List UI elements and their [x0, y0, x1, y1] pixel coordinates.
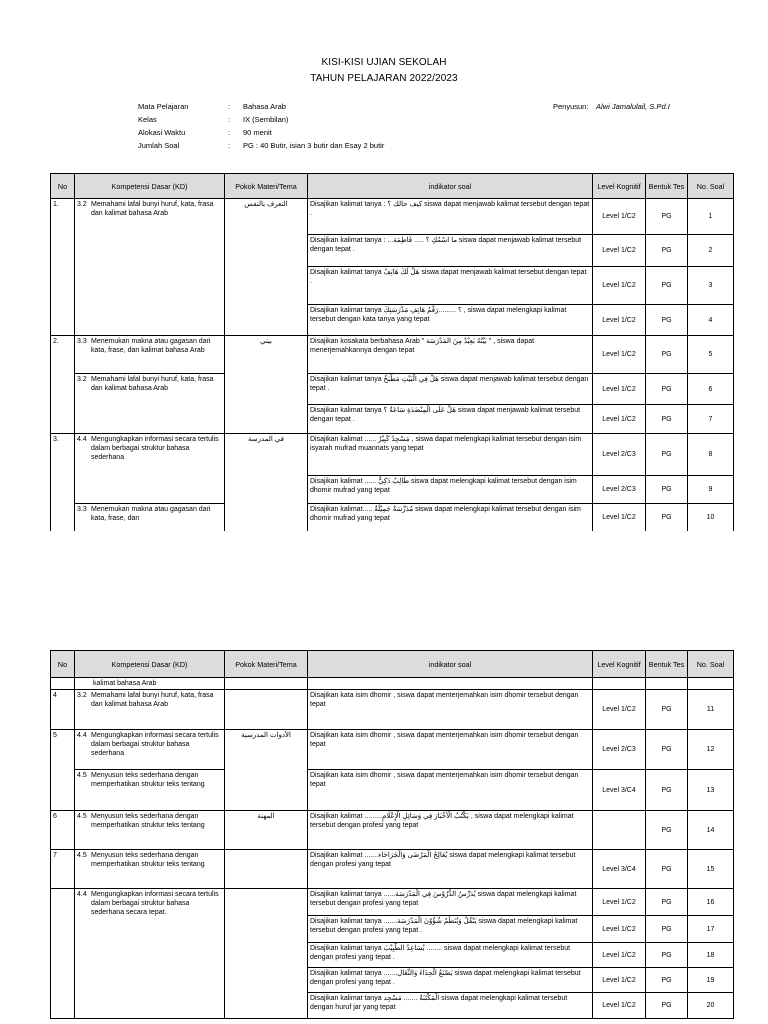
indikator-cell: Disajikan kalimat ...... مَسْجِدٌ كَبِيْرٌ , siswa dapat melengkapi kalimat tersebut dengan isim isyarah mufrad muannats yang tepat	[308, 434, 593, 476]
table-row	[51, 336, 734, 374]
table-row	[51, 504, 734, 532]
level-cell: Level 3/C4	[593, 850, 646, 889]
level-cell: Level 3/C4	[593, 770, 646, 811]
meta-label: Alokasi Waktu	[138, 128, 186, 137]
meta-label: Mata Pelajaran	[138, 102, 189, 111]
kd-cell	[75, 374, 225, 434]
empty-cell	[688, 678, 734, 690]
table-row	[51, 730, 734, 770]
kd-text: Mengungkapkan informasi secara tertulis dalam berbagai struktur bahasa sederhana secara tepat.	[91, 891, 219, 916]
indikator-cell: Disajikan kalimat tanya يُسَاعِدُ الطَّبِيْبَ ........ siswa dapat melengkapi kalimat tersebut dengan profesi yang tepat .	[308, 943, 593, 968]
page-2	[0, 648, 768, 1024]
bentuk-cell: PG	[646, 405, 688, 434]
bentuk-cell: PG	[646, 434, 688, 476]
bentuk-cell: PG	[646, 993, 688, 1019]
kd-text: Memahami lafal bunyi huruf, kata, frasa dan kalimat bahasa Arab	[91, 376, 214, 392]
level-cell: Level 1/C2	[593, 336, 646, 374]
bentuk-cell: PG	[646, 811, 688, 850]
bentuk-cell: PG	[646, 889, 688, 916]
row-no: 3.	[51, 434, 75, 532]
kd-number: 4.5	[77, 852, 87, 859]
kd-text: Menemukan makna atau gagasan dari kata, frase, dan	[91, 506, 211, 522]
kd-number: 4.4	[77, 732, 87, 739]
penyusun-name: Alwi Jamalulail, S.Pd.I	[596, 102, 670, 111]
bentuk-cell: PG	[646, 916, 688, 943]
pokok-materi: التعرف بالنفس	[225, 199, 308, 336]
meta-value: Bahasa Arab	[243, 102, 286, 111]
kisi-table-page2	[50, 650, 734, 1019]
table-row	[51, 374, 734, 405]
empty-cell	[593, 678, 646, 690]
penyusun-label: Penyusun:	[553, 102, 589, 111]
indikator-cell: Disajikan kalimat .......يُعَالِجُ الْمَرْضَى وَالْجَرَاحَاء siswa dapat melengkapi kalimat tersebut dengan profesi yang tepat	[308, 850, 593, 889]
kd-text: Memahami lafal bunyi huruf, kata, frasa dan kalimat bahasa Arab	[91, 201, 214, 217]
header-no: No	[51, 174, 75, 199]
meta-colon: :	[228, 128, 231, 137]
empty-cell	[225, 678, 308, 690]
indikator-cell: Disajikan kalimat .........يَكْتُبُ الْأَخْبَارَ فِي وَسَائِلِ الْإِعْلَامِ , siswa dapat melengkapi kalimat tersebut dengan profesi yang tepat	[308, 811, 593, 850]
kd-cell	[75, 730, 225, 770]
kd-text: Menyusun teks sederhana dengan memperhatikan struktur teks tentang	[91, 813, 205, 829]
nosoal-cell: 11	[688, 690, 734, 730]
kd-cell	[75, 504, 225, 532]
kd-text: Mengungkapkan informasi secara tertulis dalam berbagai struktur bahasa sederhana	[91, 436, 219, 461]
nosoal-cell: 5	[688, 336, 734, 374]
bentuk-cell: PG	[646, 968, 688, 993]
indikator-cell: Disajikan kalimat tanya ......يُدَرِّسُ الدُّرُوْسَ فِي الْمَدْرَسَة siswa dapat melengkapi kalimat tersebut dengan profesi yang tepat	[308, 889, 593, 916]
nosoal-cell: 13	[688, 770, 734, 811]
bentuk-cell: PG	[646, 770, 688, 811]
header-indikator: indikator soal	[308, 651, 593, 678]
nosoal-cell: 18	[688, 943, 734, 968]
meta-colon: :	[228, 115, 231, 124]
kd-cell	[75, 199, 225, 336]
meta-label: Kelas	[138, 115, 157, 124]
bentuk-cell: PG	[646, 267, 688, 305]
document-subtitle: TAHUN PELAJARAN 2022/2023	[310, 73, 458, 84]
bentuk-cell: PG	[646, 504, 688, 532]
indikator-cell: Disajikan kalimat tanya .......يَنْقُلُ وَيُنَظِّمُ شُؤُوْنَ الْمَدْرَسَة siswa dapat melengkapi kalimat tersebut dengan profesi yang tepat .	[308, 916, 593, 943]
kd-cell	[75, 889, 225, 1019]
kd-cell	[75, 770, 225, 811]
kd-cell	[75, 336, 225, 374]
kisi-table-page1	[50, 173, 734, 531]
header-pokok: Pokok Materi/Tema	[225, 651, 308, 678]
indikator-cell: Disajikan kalimat tanya .......يَصْنَعُ الْحِذَاءَ وَالنِّعَال siswa dapat melengkapi kalimat tersebut dengan profesi yang tepat .	[308, 968, 593, 993]
indikator-cell: Disajikan kalimat tanya ؟ .........رَقْمُ هَاتِفِ مَدْرَسَتِكَ , siswa dapat melengkapi kalimat tersebut dengan kata tanya yang tepat	[308, 305, 593, 336]
bentuk-cell: PG	[646, 943, 688, 968]
header-bentuk: Bentuk Tes	[646, 651, 688, 678]
indikator-cell: Disajikan kalimat ...... طَالِبٌ ذَكِيٌّ siswa dapat melengkapi kalimat tersebut dengan isim dhomir mufrad yang tepat	[308, 476, 593, 504]
level-cell: Level 1/C2	[593, 199, 646, 235]
nosoal-cell: 17	[688, 916, 734, 943]
kd-number: 3.3	[77, 338, 87, 345]
header-level: Level Kognitif	[593, 651, 646, 678]
nosoal-cell: 7	[688, 405, 734, 434]
kd-number: 4.5	[77, 772, 87, 779]
kd-number: 3.2	[77, 201, 87, 208]
row-no: 1.	[51, 199, 75, 336]
kd-cell	[75, 690, 225, 730]
level-cell: Level 2/C3	[593, 434, 646, 476]
kd-carry-text: kalimat bahasa Arab	[75, 678, 225, 690]
kd-text: Mengungkapkan informasi secara tertulis dalam berbagai struktur bahasa sederhana	[91, 732, 219, 757]
row-no: 6	[51, 811, 75, 850]
kd-number: 3.3	[77, 506, 87, 513]
indikator-cell: Disajikan kalimat tanya : ...ما اسْمُكِ ؟ ..... فَاطِمَة siswa dapat menjawab kalimat tersebut dengan tepat .	[308, 235, 593, 267]
level-cell: Level 1/C2	[593, 993, 646, 1019]
kd-number: 3.2	[77, 692, 87, 699]
table-row	[51, 690, 734, 730]
document-title: KISI-KISI UJIAN SEKOLAH	[321, 57, 447, 68]
bentuk-cell: PG	[646, 850, 688, 889]
level-cell: Level 1/C2	[593, 235, 646, 267]
nosoal-cell: 14	[688, 811, 734, 850]
header-pokok: Pokok Materi/Tema	[225, 174, 308, 199]
kd-text: Menyusun teks sederhana dengan memperhatikan struktur teks tentang	[91, 772, 205, 788]
nosoal-cell: 4	[688, 305, 734, 336]
indikator-cell: Disajikan kata isim dhomir , siswa dapat menterjemahkan isim dhomir tersebut dengan tepat	[308, 730, 593, 770]
table-row	[51, 889, 734, 916]
row-no: 5	[51, 730, 75, 811]
indikator-cell: Disajikan kalimat..... مُدَرِّسَةٌ جَمِيْلَةٌ siswa dapat melengkapi kalimat tersebut dengan isim dhomir mufrad yang tepat	[308, 504, 593, 532]
header-bentuk: Bentuk Tes	[646, 174, 688, 199]
header-nosoal: No. Soal	[688, 651, 734, 678]
kd-text: Menyusun teks sederhana dengan memperhatikan struktur teks tentang	[91, 852, 205, 868]
kd-cell	[75, 850, 225, 889]
meta-value: PG : 40 Butir, isian 3 butir dan Esay 2 butir	[243, 141, 385, 150]
header-no: No	[51, 651, 75, 678]
meta-label: Jumlah Soal	[138, 141, 180, 150]
table-row	[51, 770, 734, 811]
kd-text: Menemukan makna atau gagasan dari kata, frase, dan kalimat bahasa Arab	[91, 338, 211, 354]
table-header-row	[51, 174, 734, 199]
empty-cell	[51, 889, 75, 1019]
bentuk-cell: PG	[646, 374, 688, 405]
empty-cell	[51, 678, 75, 690]
nosoal-cell: 8	[688, 434, 734, 476]
level-cell: Level 2/C3	[593, 476, 646, 504]
kd-number: 3.2	[77, 376, 87, 383]
page-gap	[0, 531, 768, 648]
nosoal-cell: 3	[688, 267, 734, 305]
bentuk-cell: PG	[646, 336, 688, 374]
nosoal-cell: 10	[688, 504, 734, 532]
kd-cell	[75, 434, 225, 504]
nosoal-cell: 12	[688, 730, 734, 770]
level-cell: Level 1/C2	[593, 504, 646, 532]
level-cell: Level 1/C2	[593, 690, 646, 730]
table-row	[51, 199, 734, 235]
meta-colon: :	[228, 141, 231, 150]
indikator-cell: Disajikan kosakata berbahasa Arab " بَيْتُهُ بَعِيْدٌ مِنَ المَدْرَسَة " , siswa dapat menerjemahkannya dengan tepat	[308, 336, 593, 374]
table-row	[51, 811, 734, 850]
level-cell: Level 1/C2	[593, 968, 646, 993]
indikator-cell: Disajikan kalimat tanya هَلْ لَكَ هَاتِفٌ siswa dapat menjawab kalimat tersebut dengan tepat .	[308, 267, 593, 305]
indikator-cell: Disajikan kata isim dhomir , siswa dapat menterjemahkan isim dhomir tersebut dengan tepat	[308, 690, 593, 730]
level-cell: Level 1/C2	[593, 405, 646, 434]
empty-cell	[225, 889, 308, 1019]
level-cell: Level 2/C3	[593, 730, 646, 770]
nosoal-cell: 19	[688, 968, 734, 993]
kd-number: 4.4	[77, 436, 87, 443]
kd-cell	[75, 811, 225, 850]
bentuk-cell: PG	[646, 730, 688, 770]
table-row	[51, 434, 734, 476]
header-indikator: indikator soal	[308, 174, 593, 199]
kd-number: 4.5	[77, 813, 87, 820]
nosoal-cell: 9	[688, 476, 734, 504]
nosoal-cell: 6	[688, 374, 734, 405]
bentuk-cell: PG	[646, 476, 688, 504]
level-cell: Level 1/C2	[593, 267, 646, 305]
meta-colon: :	[228, 102, 231, 111]
indikator-cell: Disajikan kalimat tanya هَلْ عَلَى الْمِنْضَدَةِ سَاعَةٌ ؟ siswa dapat menjawab kalimat tersebut dengan tepat .	[308, 405, 593, 434]
pokok-materi	[225, 850, 308, 889]
nosoal-cell: 16	[688, 889, 734, 916]
row-no: 4	[51, 690, 75, 730]
bentuk-cell: PG	[646, 305, 688, 336]
header-level: Level Kognitif	[593, 174, 646, 199]
nosoal-cell: 20	[688, 993, 734, 1019]
nosoal-cell: 2	[688, 235, 734, 267]
nosoal-cell: 15	[688, 850, 734, 889]
pokok-materi: الأدوات المدرسية	[225, 730, 308, 811]
level-cell	[593, 811, 646, 850]
indikator-cell: Disajikan kalimat tanya هَلْ فِي الْبَيْتِ مَطْبَخٌ siswa dapat menjawab kalimat tersebut dengan tepat .	[308, 374, 593, 405]
empty-cell	[308, 678, 593, 690]
kd-number: 4.4	[77, 891, 87, 898]
row-no: 2.	[51, 336, 75, 434]
level-cell: Level 1/C2	[593, 889, 646, 916]
meta-value: 90 menit	[243, 128, 272, 137]
level-cell: Level 1/C2	[593, 916, 646, 943]
meta-value: IX (Sembilan)	[243, 115, 289, 124]
header-kd: Kompetensi Dasar (KD)	[75, 651, 225, 678]
header-kd: Kompetensi Dasar (KD)	[75, 174, 225, 199]
bentuk-cell: PG	[646, 199, 688, 235]
nosoal-cell: 1	[688, 199, 734, 235]
table-row	[51, 678, 734, 690]
level-cell: Level 1/C2	[593, 374, 646, 405]
indikator-cell: Disajikan kata isim dhomir , siswa dapat menterjemahkan isim dhomir tersebut dengan tepat	[308, 770, 593, 811]
level-cell: Level 1/C2	[593, 943, 646, 968]
pokok-materi: بيتي	[225, 336, 308, 434]
row-no: 7	[51, 850, 75, 889]
indikator-cell: Disajikan kalimat tanya الْمَكْتَبَةُ ....... مَسْجِد siswa dapat melengkapi kalimat tersebut dengan huruf jar yang tepat	[308, 993, 593, 1019]
bentuk-cell: PG	[646, 235, 688, 267]
pokok-materi: في المدرسة	[225, 434, 308, 532]
pokok-materi: المهنة	[225, 811, 308, 850]
bentuk-cell: PG	[646, 690, 688, 730]
empty-cell	[646, 678, 688, 690]
indikator-cell: Disajikan kalimat tanya : كيف حالك ؟ siswa dapat menjawab kalimat tersebut dengan tepat .	[308, 199, 593, 235]
table-header-row	[51, 651, 734, 678]
pokok-materi	[225, 690, 308, 730]
header-nosoal: No. Soal	[688, 174, 734, 199]
kd-text: Memahami lafal bunyi huruf, kata, frasa dan kalimat bahasa Arab	[91, 692, 214, 708]
table-row	[51, 850, 734, 889]
level-cell: Level 1/C2	[593, 305, 646, 336]
